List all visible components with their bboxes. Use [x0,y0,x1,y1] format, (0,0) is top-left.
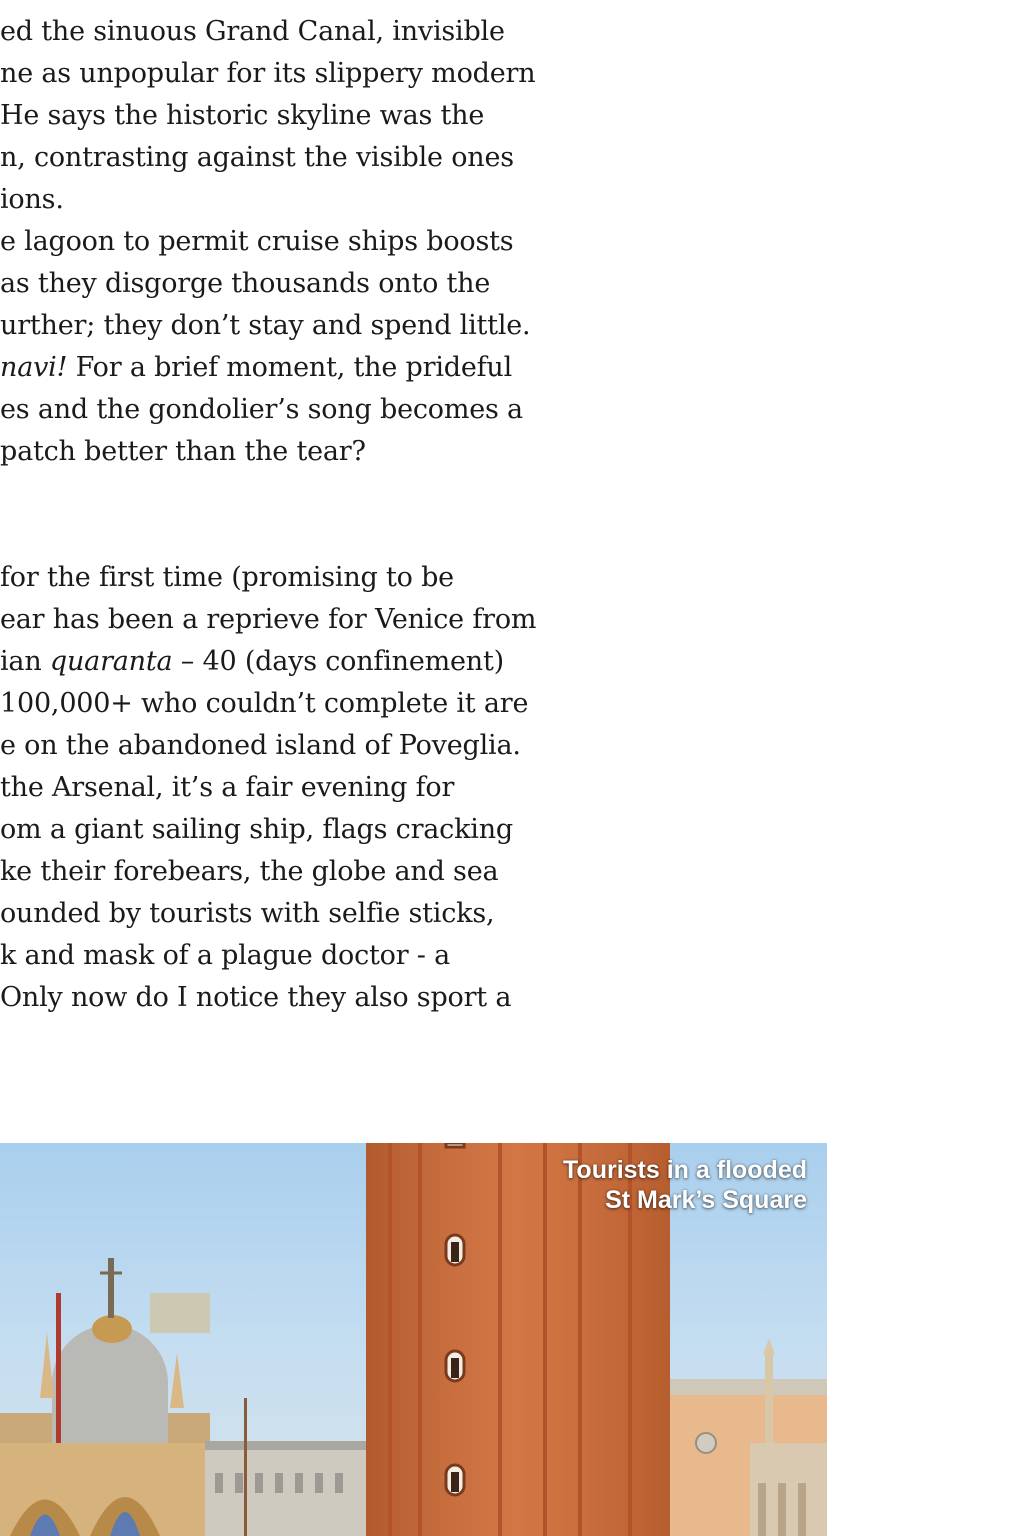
doges-palace-illustration [670,1338,827,1536]
text-line: He says the historic skyline was the [0,100,485,131]
text-line: the Arsenal, it’s a fair evening for [0,772,455,803]
text-line: ke their forebears, the globe and sea [0,856,499,887]
text-span: – 40 (days confinement) [172,646,504,677]
text-span: ian [0,646,50,677]
venice-photo [0,1143,827,1536]
text-line: 100,000+ who couldn’t complete it are [0,688,529,719]
text-line [0,641,504,683]
photo-caption [563,1155,807,1215]
text-line: as they disgorge thousands onto the [0,268,491,299]
text-line: urther; they don’t stay and spend little. [0,310,531,341]
procuratie-illustration [205,1398,367,1536]
caption-line: St Mark’s Square [605,1186,807,1214]
caption-line: Tourists in a flooded [563,1156,807,1184]
text-line: ions. [0,184,64,215]
text-line: om a giant sailing ship, flags cracking [0,814,513,845]
text-line: Only now do I notice they also sport a [0,982,512,1013]
italic-text: quaranta [49,646,173,677]
text-line: ear has been a reprieve for Venice from [0,604,537,635]
text-line: es and the gondolier’s song becomes a [0,394,523,425]
text-span: For a brief moment, the prideful [67,352,513,383]
text-line: n, contrasting against the visible ones [0,142,514,173]
text-line: e on the abandoned island of Poveglia. [0,730,521,761]
text-line: ne as unpopular for its slippery modern [0,58,536,89]
basilica-illustration [0,1258,210,1536]
text-line: patch better than the tear? [0,436,366,467]
text-line: for the first time (promising to be [0,562,454,593]
text-line: ounded by tourists with selfie sticks, [0,898,495,929]
text-line: ed the sinuous Grand Canal, invisible [0,16,505,47]
text-line: e lagoon to permit cruise ships boosts [0,226,514,257]
italic-text: navi! [0,352,68,383]
text-line: k and mask of a plague doctor - a [0,940,451,971]
text-line [0,347,512,389]
